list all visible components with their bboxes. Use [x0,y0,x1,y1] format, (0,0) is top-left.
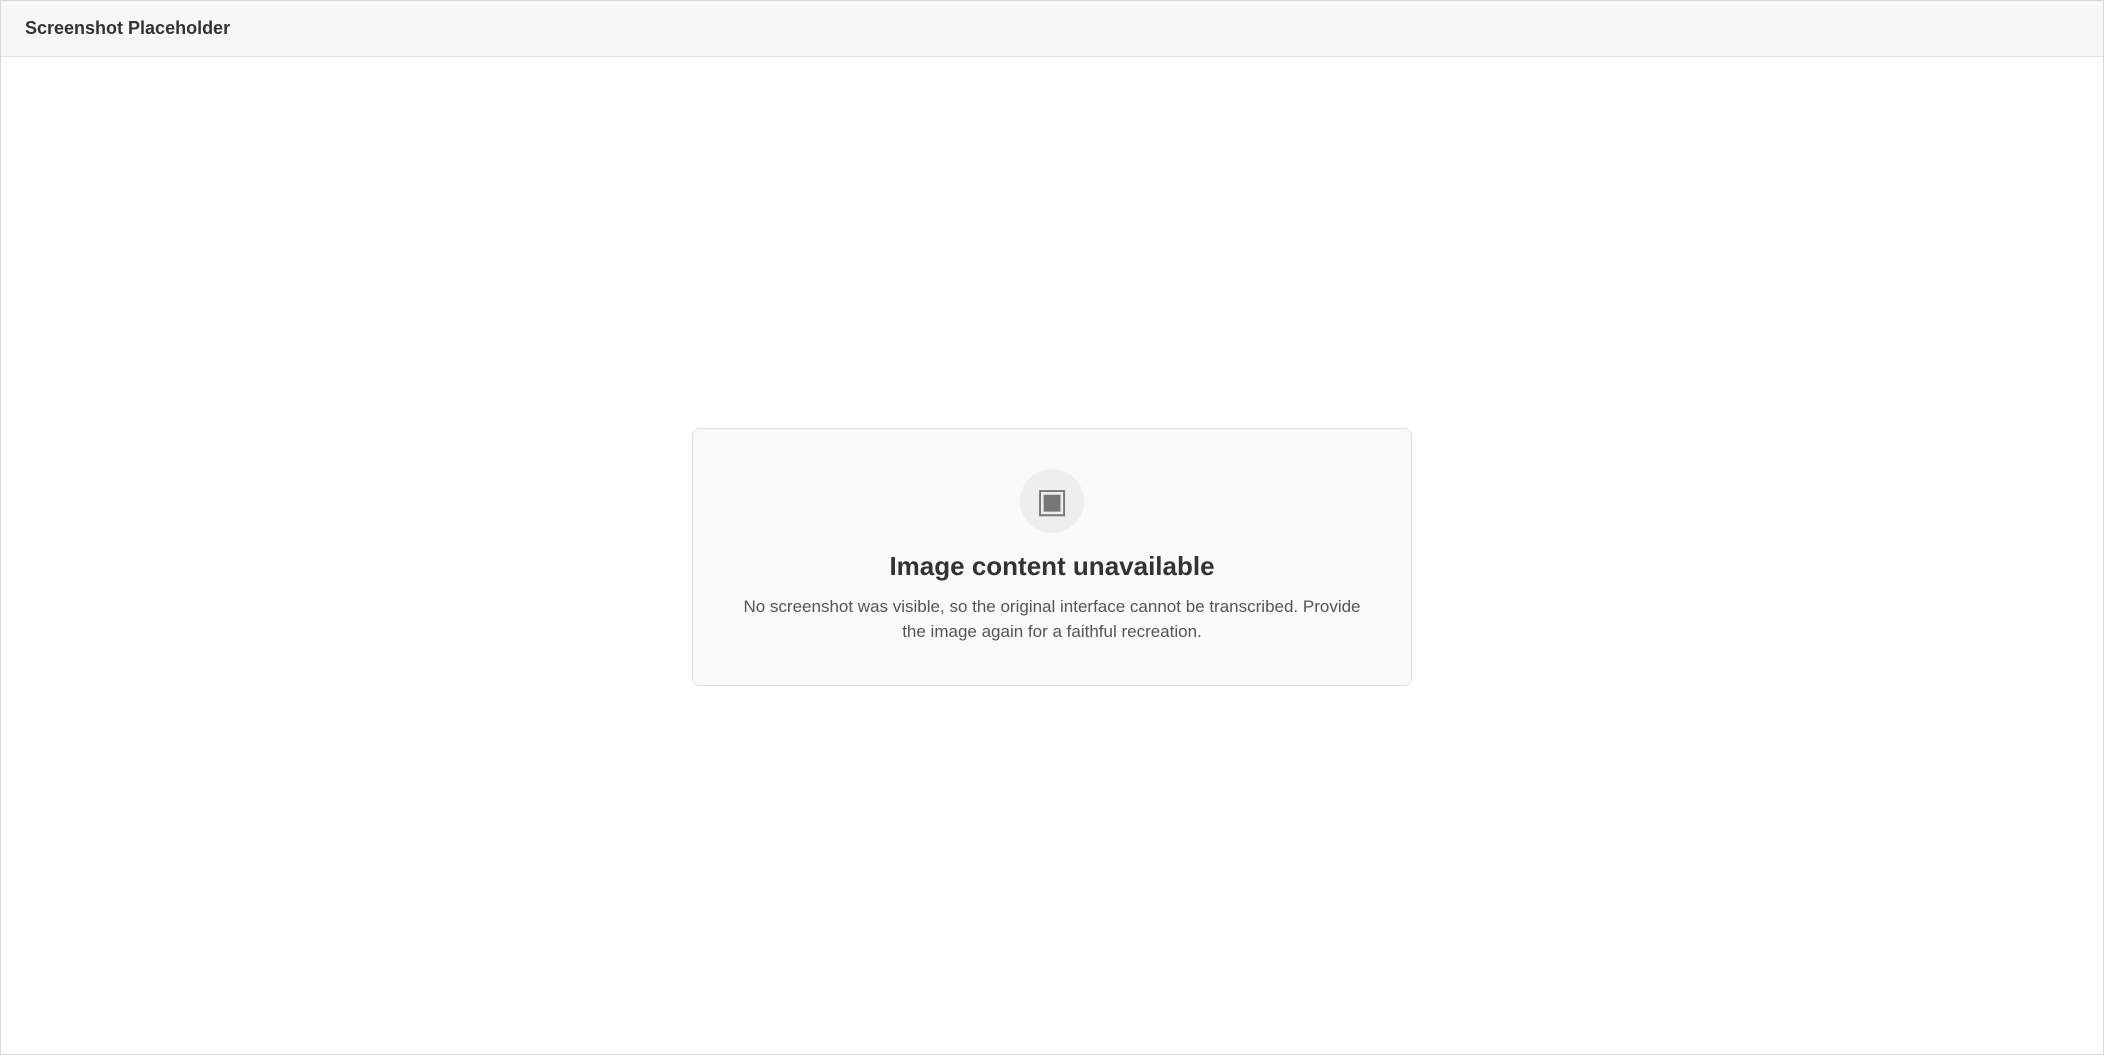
image-icon: ▣ [1020,469,1084,533]
notice-body: No screenshot was visible, so the original interface cannot be transcribed. Provide the image again for a faithful recreation. [743,596,1361,641]
main-content [1,57,2103,1055]
notice-heading: Image content unavailable [889,550,1215,581]
window-title: Screenshot Placeholder [25,18,231,38]
window-header [1,1,2103,57]
placeholder-notice [692,428,1412,686]
